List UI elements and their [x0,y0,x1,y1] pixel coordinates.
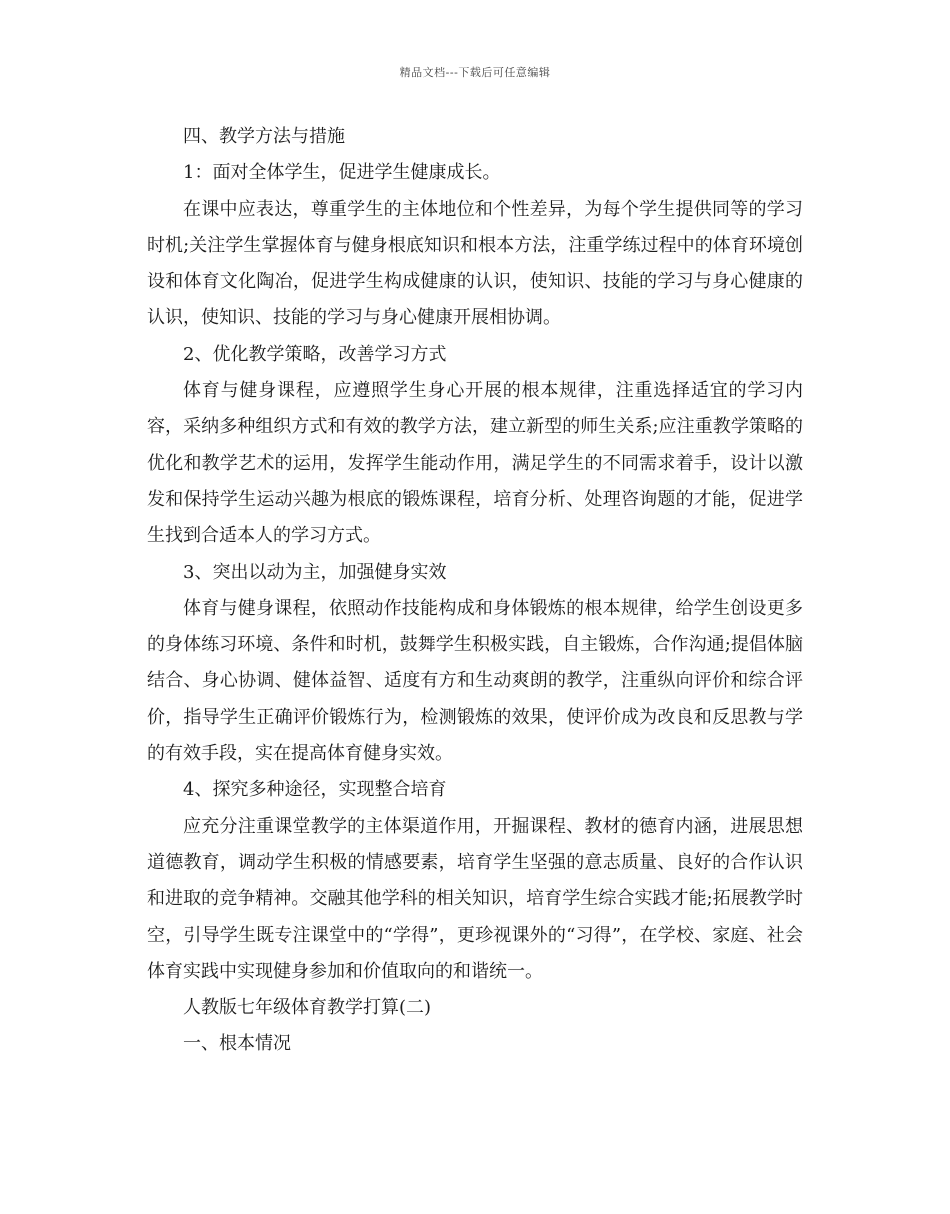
subheading-4: 4、探究多种途径，实现整合培育 [183,779,447,801]
body-paragraph-1: 在课中应表达，尊重学生的主体地位和个性差异，为每个学生提供同等的学习时机;关注学生掌握体育与健身根底知识和根本方法，注重学练过程中的体育环境创设和体育文化陶冶，促进学生构成健康的认识，使知识、技能的学习与身心健康的认识，使知识、技能的学习与身心健康开展相协调。 [147,198,803,329]
section-heading-methods: 四、教学方法与措施 [183,126,345,147]
document-body [147,119,803,1063]
page-header: 精品文档---下载后可任意编辑 [399,66,551,79]
body-paragraph-2: 体育与健身课程，应遵照学生身心开展的根本规律，注重选择适宜的学习内容，采纳多种组织方式和有效的教学方法，建立新型的师生关系;应注重教学策略的优化和教学艺术的运用，发挥学生能动作用，满足学生的不同需求着手，设计以激发和保持学生运动兴趣为根底的锻炼课程，培育分析、处理咨询题的才能，促进学生找到合适本人的学习方式。 [147,380,803,547]
subheading-2: 2、优化教学策略，改善学习方式 [183,343,447,365]
body-paragraph-4: 应充分注重课堂教学的主体渠道作用，开掘课程、教材的德育内涵，进展思想道德教育，调动学生积极的情感要素，培育学生坚强的意志质量、良好的合作认识和进取的竞争精神。交融其他学科的相关知识，培育学生综合实践才能;拓展教学时空，引导学生既专注课堂中的“学得”，更珍视课外的“习得”，在学校、家庭、社会体育实践中实现健身参加和价值取向的和谐统一。 [147,815,803,982]
body-paragraph-3: 体育与健身课程，依照动作技能构成和身体锻炼的根本规律，给学生创设更多的身体练习环境、条件和时机，鼓舞学生积极实践，自主锻炼，合作沟通;提倡体脑结合、身心协调、健体益智、适度有方和生动爽朗的教学，注重纵向评价和综合评价，指导学生正确评价锻炼行为，检测锻炼的效果，使评价成为改良和反思教与学的有效手段，实在提高体育健身实效。 [147,597,803,765]
subheading-1: 1：面对全体学生，促进学生健康成长。 [183,162,501,184]
section-heading-basic: 一、根本情况 [183,1033,291,1055]
document-subtitle: 人教版七年级体育教学打算(二) [183,997,432,1019]
subheading-3: 3、突出以动为主，加强健身实效 [183,561,447,583]
